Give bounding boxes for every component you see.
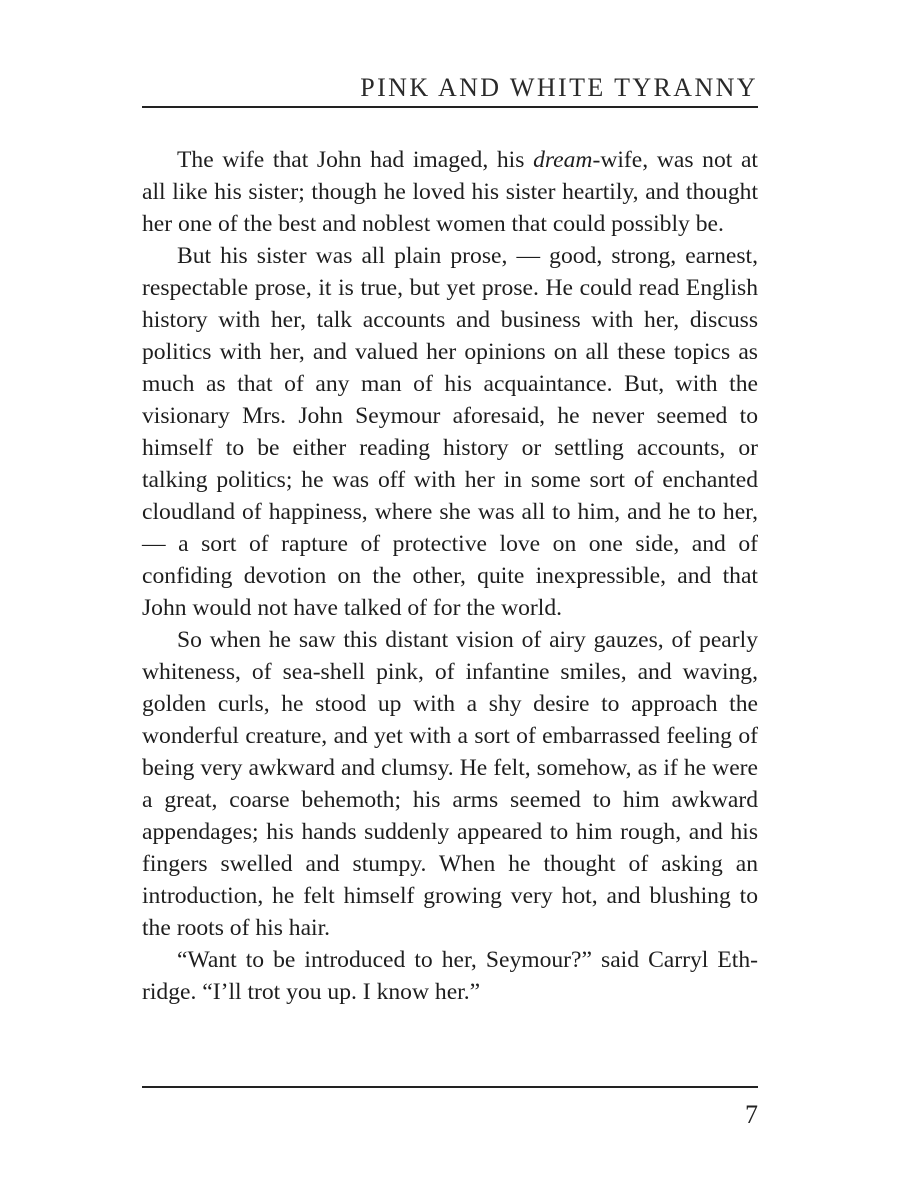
paragraph-1 xyxy=(142,144,758,240)
page-body xyxy=(142,144,758,1008)
header-rule xyxy=(142,106,758,108)
paragraph-1-rest: -wife, was not at all like his sister; though he loved his sister heartily, and thought her one of the best and noblest women that could possibly be. xyxy=(142,147,758,237)
paragraph-1-italic-word: dream xyxy=(533,147,593,173)
page-number: 7 xyxy=(745,1100,758,1129)
paragraph-1-start: The wife that John had imaged, his xyxy=(177,147,534,173)
running-title: PINK AND WHITE TYRANNY xyxy=(360,73,758,102)
footer-rule xyxy=(142,1086,758,1088)
paragraph-3: So when he saw this distant vision of airy gauzes, of pearly whiteness, of sea-shell pink, of infantine smiles, and waving, golden curls, he stood up with a shy desire to approach the wonderful creature, and yet with a sort of embarrassed feeling of being very awkward and clumsy. He felt, somehow, as if he were a great, coarse behemoth; his arms seemed to him awkward appendages; his hands suddenly appeared to him rough, and his fingers swelled and stumpy. When he thought of asking an introduction, he felt himself growing very hot, and blushing to the roots of his hair. xyxy=(142,627,758,941)
paragraph-4: “Want to be introduced to her, Seymour?” said Carryl Ethridge. “I’ll trot you up. I know her.” xyxy=(142,947,758,1005)
paragraph-2: But his sister was all plain prose, — good, strong, earnest, respectable prose, it is true, but yet prose. He could read English history with her, talk accounts and business with her, discuss politics with her, and valued her opinions on all these topics as much as that of any man of his acquaintance. But, with the visionary Mrs. John Seymour aforesaid, he never seemed to himself to be either reading history or settling accounts, or talking politics; he was off with her in some sort of enchanted cloudland of happiness, where she was all to him, and he to her, — a sort of rapture of protective love on one side, and of confiding devotion on the other, quite inexpressible, and that John would not have talked of for the world. xyxy=(142,243,758,621)
